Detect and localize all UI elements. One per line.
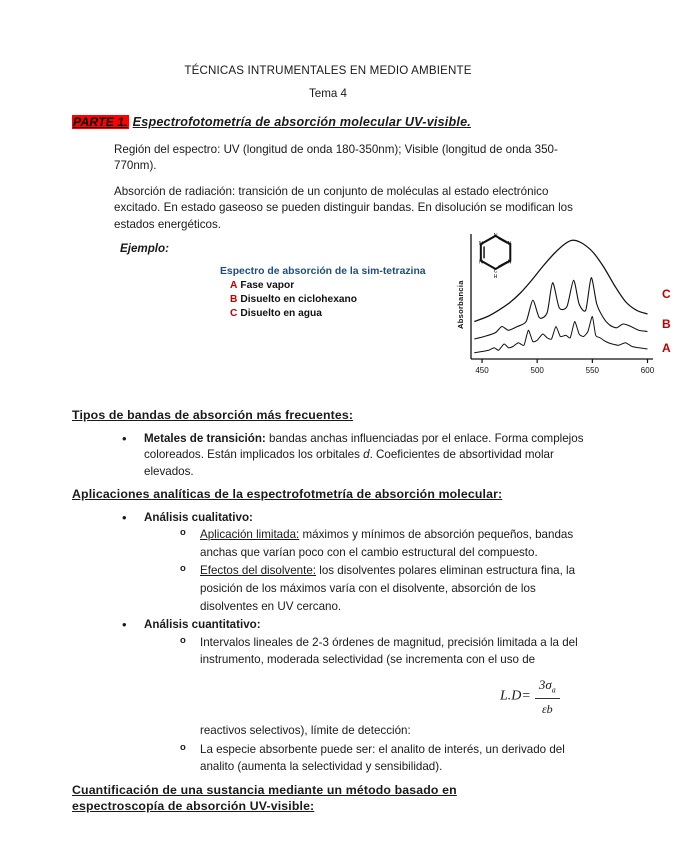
list-item [114,617,584,775]
cuantificacion-line-2: espectroscopía de absorción UV-visible: [72,799,315,814]
formula-fraction [535,675,560,718]
paragraph-absorcion: Absorción de radiación: transición de un conjunto de moléculas al estado electrónico excitado. En estado gaseoso se pueden distinguir bandas. En disolución se modifican los estados energéticos. [114,184,573,231]
section-heading-aplicaciones: Aplicaciones analíticas de la espectrofotmetría de absorción molecular: [72,487,503,502]
svg-text:N: N [479,241,483,248]
formula-numerator-subscript: a [551,685,556,695]
curve-b-ciclohexano [474,278,647,339]
chart-y-axis-label: Absorbancia [456,280,465,330]
chart-x-tick-labels [475,366,654,375]
list-item [174,741,584,776]
svg-text:N: N [493,232,498,239]
svg-text:550: 550 [585,366,600,375]
legend-title: Espectro de absorción de la sim-tetrazina [220,266,426,277]
legend-item-c [220,307,460,321]
sub-underlined-efectos-disolvente: Efectos del disolvente: [200,564,317,578]
cualitativo-lead: Análisis cualitativo: [144,510,253,524]
bandas-item-lead: Metales de transición: [144,431,266,445]
legend-key-c: C [230,307,238,319]
svg-text:H: H [493,274,498,281]
bandas-item-rest-b: . Coeficientes de absortividad molar elevados. [144,448,554,478]
formula-numerator [535,675,560,699]
formula-lhs: L.D [500,688,522,704]
legend-label-c: Disuelto en agua [240,307,322,319]
cuantitativo-lead: Análisis cuantitativo: [144,618,261,632]
list-item [174,562,584,615]
curve-label-c: C [662,287,671,301]
sub-rest-aplicacion-limitada: máximos y mínimos de absorción pequeños, bandas anchas que varían poco con el cambio estructural del compuesto. [200,528,574,559]
formula-numerator-main: 3σ [538,676,552,692]
page-subtitle: Tema 4 [308,87,348,100]
legend-key-b: B [230,293,238,305]
legend-label-a: Fase vapor [240,280,295,291]
paragraph-region: Región del espectro: UV (longitud de onda 180-350nm); Visible (longitud de onda 350-770nm). [114,143,558,173]
parte-tag-badge: PARTE 1. [73,115,128,129]
bandas-item-orbital: d [363,448,370,462]
aplicaciones-list [72,510,584,776]
legend-label-b: Disuelto en ciclohexano [240,293,357,305]
spectrum-plot-svg [457,228,656,378]
cuantitativo-text-after: reactivos selectivos), límite de detección: [200,723,411,737]
svg-text:500: 500 [530,366,544,375]
document-content [72,64,671,822]
cualitativo-sublist [144,526,584,615]
legend-item-b [220,293,460,307]
absorption-spectrum-chart [456,228,671,378]
cuantitativo-text-before: Intervalos lineales de 2-3 órdenes de magnitud, precisión limitada a la del instrumento, moderada selectividad (se incrementa con el uso de [200,635,578,667]
formula-equals: = [521,688,531,704]
svg-text:N: N [507,259,512,266]
ejemplo-label: Ejemplo: [120,242,169,256]
section-heading-cuantificacion [72,782,584,815]
page-title: TÉCNICAS INTRUMENTALES EN MEDIO AMBIENTE [184,64,472,77]
curve-label-b: B [662,317,671,331]
parte-title: Espectrofotometría de absorción molecular UV-visible. [132,115,471,129]
sim-tetrazina-molecule-icon [479,233,512,280]
cuantificacion-line-1: Cuantificación de una sustancia mediante un método basado en [72,782,457,797]
formula-denominator: εb [541,701,553,716]
curve-a-fase-vapor [474,316,647,352]
parte-heading [72,112,584,132]
svg-text:450: 450 [475,366,489,375]
list-item [174,634,584,740]
detection-limit-formula [200,675,584,718]
svg-text:600: 600 [640,366,655,375]
legend-key-a: A [230,280,238,291]
curve-label-a: A [662,341,671,355]
list-item [114,431,584,480]
curve-labels [659,228,685,378]
list-item [174,526,584,561]
section-heading-bandas: Tipos de bandas de absorción más frecuentes: [72,408,354,423]
sub-rest-efectos-disolvente: los disolventes polares eliminan estructura fina, la posición de los máximos varía con el disolvente, absorción de los disolventes en UV cercano. [200,564,576,613]
list-item [114,510,584,616]
figure-legend [220,266,460,320]
svg-text:C: C [493,268,498,275]
spectrum-figure [72,228,671,378]
legend-item-a [220,279,460,293]
cuantitativo-sublist [144,634,584,776]
bandas-item-rest-a: bandas anchas influenciadas por el enlace. Forma complejos coloreados. Están implicados los orbitales [144,431,584,462]
bandas-list [72,431,584,480]
cuantitativo-especie-absorbente: La especie absorbente puede ser: el analito de interés, un derivado del analito (aumenta la selectividad y sensibilidad). [200,742,565,774]
svg-text:N: N [479,259,483,266]
sub-underlined-aplicacion-limitada: Aplicación limitada: [200,528,300,542]
svg-text:N: N [507,241,512,248]
